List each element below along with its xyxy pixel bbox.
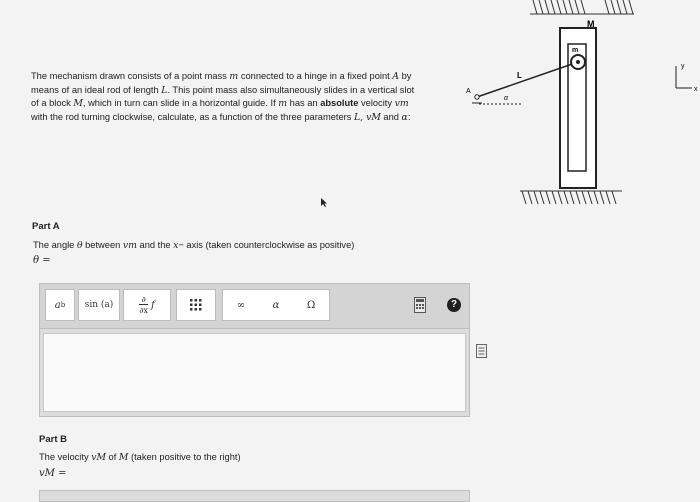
symbols-button[interactable] [222, 289, 330, 321]
hinge-A [475, 95, 479, 99]
label-A: A [466, 88, 471, 95]
mechanism-figure [440, 0, 700, 215]
label-alpha: α [504, 95, 508, 102]
part-b-title: Part B [39, 434, 67, 445]
part-a-title: Part A [32, 221, 60, 232]
problem-line-3: of a block M, which in turn can slide in a horizontal guide. If m has an absolute velocity vm [31, 98, 409, 110]
label-m: m [572, 47, 579, 54]
part-a-answer-box [39, 328, 470, 417]
part-a-answer-input[interactable] [43, 333, 466, 412]
function-sin-button[interactable]: sin (a) [78, 289, 120, 321]
template-superscript-button[interactable]: a b [45, 289, 75, 321]
axis-label-y: y [681, 63, 685, 70]
keyboard-icon[interactable] [414, 297, 426, 313]
part-a-prompt: The angle θ between vm and the x− axis (taken counterclockwise as positive) [33, 240, 355, 251]
mass-pin [576, 60, 580, 64]
top-ground [530, 0, 634, 14]
part-a-lhs: θ = [33, 255, 51, 266]
problem-line-4: with the rod turning clockwise, calculate, as a function of the three parameters L, vM and α: [31, 111, 411, 123]
part-b-prompt: The velocity vM of M (taken positive to the right) [39, 452, 241, 463]
matrix-icon [189, 298, 203, 312]
derivative-button[interactable]: ∂ ∂x f [123, 289, 171, 321]
part-b-answer-box[interactable] [39, 490, 470, 502]
alpha-symbol[interactable]: α [272, 299, 280, 311]
bottom-ground [520, 191, 622, 204]
part-b-lhs: vM = [39, 468, 67, 479]
label-M: M [587, 19, 595, 29]
axis-label-x: x [694, 86, 698, 93]
mouse-cursor-icon [320, 197, 329, 208]
problem-line-1: The mechanism drawn consists of a point mass m connected to a hinge in a fixed point A by [31, 71, 412, 82]
matrix-button[interactable] [176, 289, 216, 321]
help-icon[interactable]: ? [447, 298, 461, 312]
label-L: L [517, 71, 522, 80]
document-icon[interactable] [476, 344, 488, 358]
problem-statement [31, 70, 471, 124]
problem-line-2: means of an ideal rod of length L. This point mass also simultaneously slides in a vertical slot [31, 84, 415, 96]
omega-symbol[interactable]: Ω [306, 299, 316, 311]
equation-toolbar [39, 283, 470, 328]
infinity-symbol[interactable]: ∞ [236, 299, 246, 311]
